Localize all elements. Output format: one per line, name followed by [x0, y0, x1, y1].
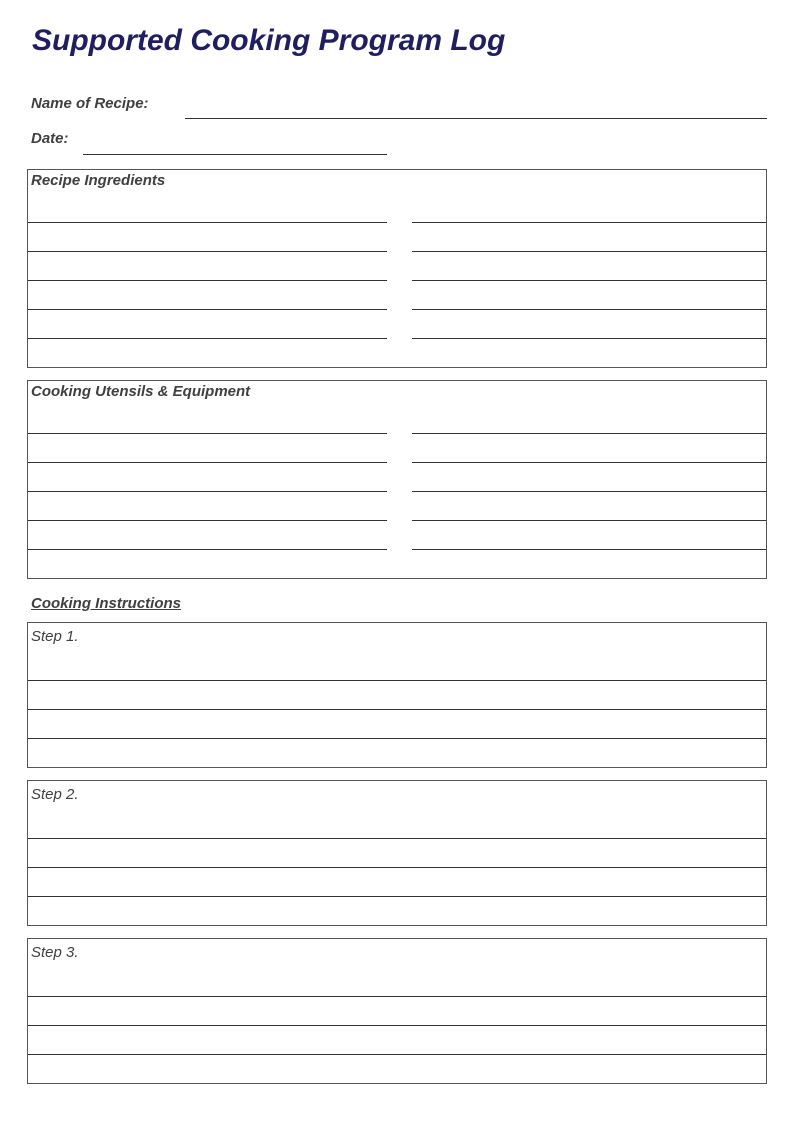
equipment-line[interactable]	[28, 520, 387, 521]
step-line[interactable]	[28, 896, 766, 897]
ingredient-line[interactable]	[412, 222, 766, 223]
ingredient-line[interactable]	[28, 309, 387, 310]
recipe-name-label: Name of Recipe:	[31, 95, 149, 112]
step-line[interactable]	[28, 1054, 766, 1055]
step-line[interactable]	[28, 680, 766, 681]
step-line[interactable]	[28, 738, 766, 739]
ingredient-line[interactable]	[28, 280, 387, 281]
step-line[interactable]	[28, 709, 766, 710]
ingredient-line[interactable]	[412, 338, 766, 339]
step-label: Step 1.	[31, 628, 79, 645]
recipe-name-field[interactable]	[185, 118, 767, 119]
equipment-line[interactable]	[28, 549, 387, 550]
step-box	[27, 780, 767, 926]
step-label: Step 2.	[31, 786, 79, 803]
equipment-line[interactable]	[28, 462, 387, 463]
instructions-heading: Cooking Instructions	[31, 595, 181, 612]
step-line[interactable]	[28, 867, 766, 868]
equipment-line[interactable]	[412, 549, 766, 550]
equipment-line[interactable]	[412, 520, 766, 521]
ingredient-line[interactable]	[28, 222, 387, 223]
step-label: Step 3.	[31, 944, 79, 961]
step-line[interactable]	[28, 838, 766, 839]
equipment-line[interactable]	[412, 433, 766, 434]
equipment-line[interactable]	[412, 491, 766, 492]
step-box	[27, 938, 767, 1084]
step-box	[27, 622, 767, 768]
step-line[interactable]	[28, 996, 766, 997]
equipment-line[interactable]	[28, 491, 387, 492]
date-label: Date:	[31, 130, 69, 147]
ingredient-line[interactable]	[412, 280, 766, 281]
ingredient-line[interactable]	[412, 309, 766, 310]
ingredients-heading: Recipe Ingredients	[31, 172, 166, 189]
equipment-heading: Cooking Utensils & Equipment	[31, 383, 251, 400]
date-field[interactable]	[83, 154, 387, 155]
ingredient-line[interactable]	[28, 251, 387, 252]
page-title: Supported Cooking Program Log	[32, 24, 506, 57]
ingredient-line[interactable]	[28, 338, 387, 339]
step-line[interactable]	[28, 1025, 766, 1026]
ingredients-box	[27, 169, 767, 368]
equipment-box	[27, 380, 767, 579]
ingredient-line[interactable]	[412, 251, 766, 252]
equipment-line[interactable]	[28, 433, 387, 434]
equipment-line[interactable]	[412, 462, 766, 463]
